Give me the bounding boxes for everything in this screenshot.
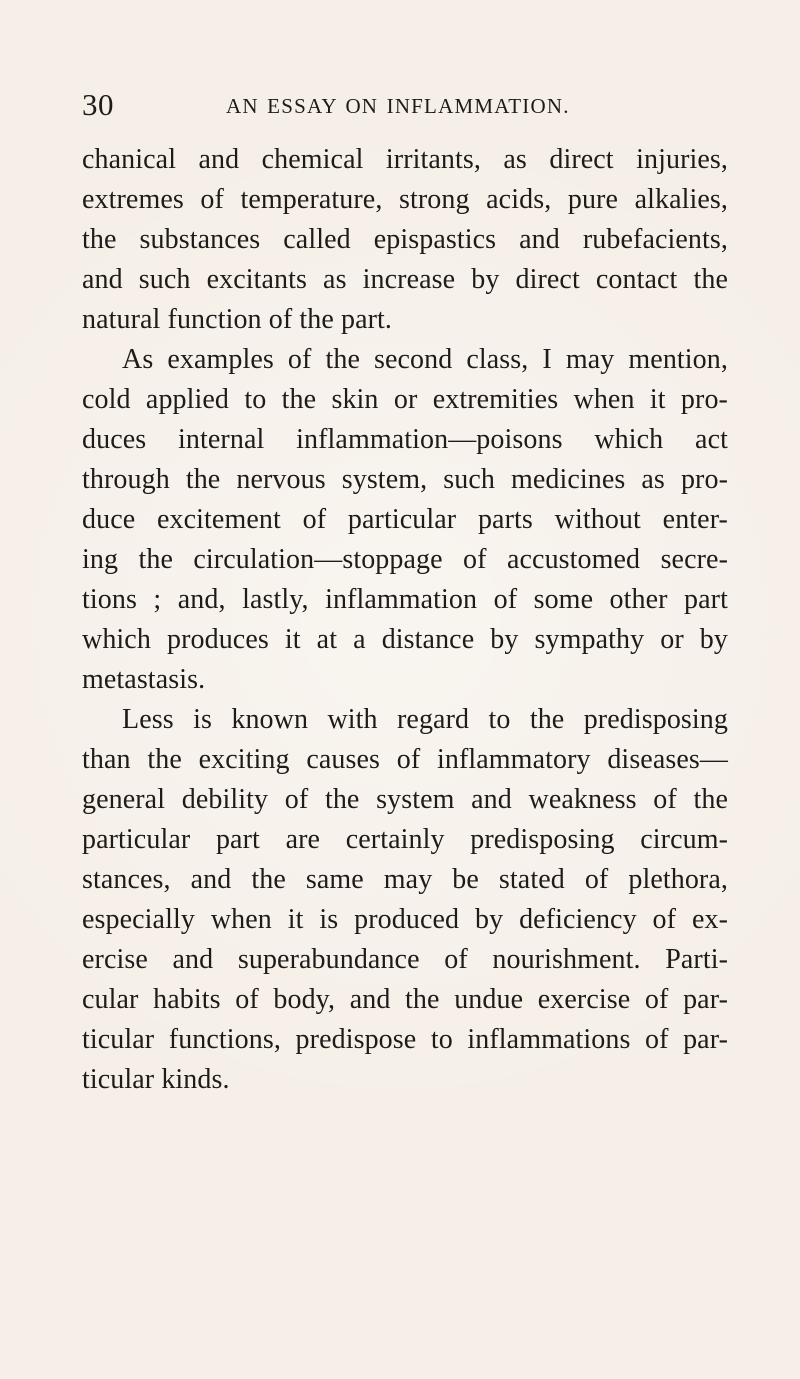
text-line: duce excitement of particular parts without enter-	[82, 504, 728, 535]
text-line: than the exciting causes of inflammatory diseases—	[82, 744, 728, 775]
text-line: through the nervous system, such medicines as pro-	[82, 464, 728, 495]
paragraph-start-line: As examples of the second class, I may mention,	[122, 344, 728, 375]
text-line: and such excitants as increase by direct contact the	[82, 264, 728, 295]
text-line: natural function of the part.	[82, 304, 393, 335]
text-line: cular habits of body, and the undue exercise of par-	[82, 984, 728, 1015]
text-line: ticular kinds.	[82, 1064, 230, 1095]
page-header	[0, 89, 800, 129]
text-line: general debility of the system and weakness of the	[82, 784, 728, 815]
body-text	[82, 140, 728, 1100]
paragraph-start-line: Less is known with regard to the predisposing	[122, 704, 728, 735]
text-line: particular part are certainly predisposing circum-	[82, 824, 728, 855]
text-line: extremes of temperature, strong acids, pure alkalies,	[82, 184, 728, 215]
running-title: AN ESSAY ON INFLAMMATION.	[226, 94, 570, 118]
text-line: tions ; and, lastly, inflammation of some other part	[82, 584, 728, 615]
text-line: cold applied to the skin or extremities when it pro-	[82, 384, 728, 415]
text-line: ercise and superabundance of nourishment. Parti-	[82, 944, 728, 975]
text-line: duces internal inflammation—poisons which act	[82, 424, 728, 455]
text-line: stances, and the same may be stated of plethora,	[82, 864, 728, 895]
text-line: chanical and chemical irritants, as direct injuries,	[82, 144, 728, 175]
text-line: especially when it is produced by deficiency of ex-	[82, 904, 728, 935]
text-line: metastasis.	[82, 664, 206, 695]
text-line: ing the circulation—stoppage of accustomed secre-	[82, 544, 728, 575]
text-line: the substances called epispastics and rubefacients,	[82, 224, 728, 255]
text-line: ticular functions, predispose to inflammations of par-	[82, 1024, 728, 1055]
page-number: 30	[82, 87, 114, 122]
text-line: which produces it at a distance by sympathy or by	[82, 624, 728, 655]
